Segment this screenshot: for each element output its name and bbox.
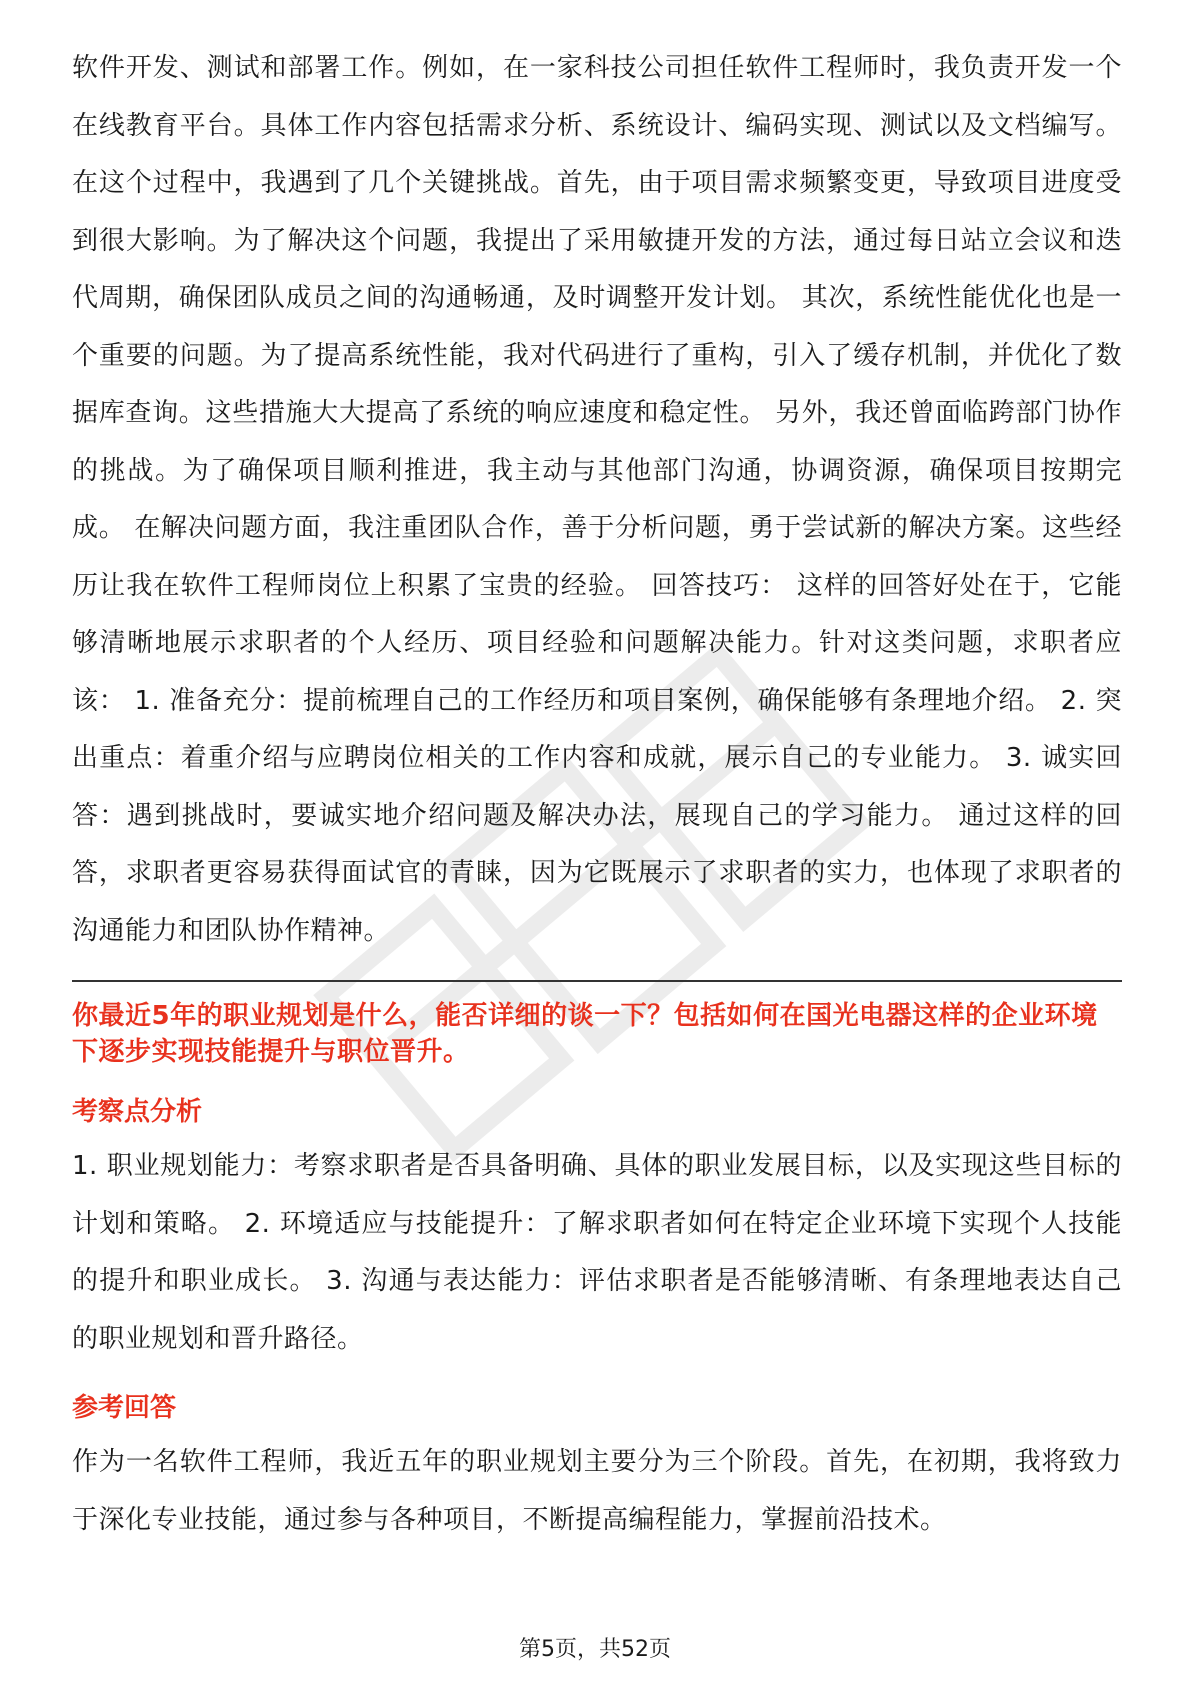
analysis-paragraph: 1. 职业规划能力：考察求职者是否具备明确、具体的职业发展目标，以及实现这些目标的计划和策略。 2. 环境适应与技能提升：了解求职者如何在特定企业环境下实现个人技能的提升和职业成长。 3. 沟通与表达能力：评估求职者是否能够清晰、有条理地表达自己的职业规划和晋升路径。 <box>72 1151 1122 1354</box>
interview-question: 你最近5年的职业规划是什么，能否详细的谈一下？包括如何在国光电器这样的企业环境下逐步实现技能提升与职位晋升。 <box>72 1001 1098 1067</box>
reference-heading: 参考回答 <box>72 1393 177 1423</box>
section-divider <box>72 980 1122 982</box>
analysis-heading: 考察点分析 <box>72 1097 203 1127</box>
document-page <box>72 40 1122 1549</box>
page-number: 第5页，共52页 <box>519 1637 671 1662</box>
reference-paragraph: 作为一名软件工程师，我近五年的职业规划主要分为三个阶段。首先，在初期，我将致力于深化专业技能，通过参与各种项目，不断提高编程能力，掌握前沿技术。 <box>72 1447 1122 1535</box>
continuation-paragraph: 软件开发、测试和部署工作。例如，在一家科技公司担任软件工程师时，我负责开发一个在线教育平台。具体工作内容包括需求分析、系统设计、编码实现、测试以及文档编写。 在这个过程中，我遇到了几个关键挑战。首先，由于项目需求频繁变更，导致项目进度受到很大影响。为了解决这个问题，我提出了采用敏捷开发的方法，通过每日站立会议和迭代周期，确保团队成员之间的沟通畅通，及时调整开发计划。 其次，系统性能优化也是一个重要的问题。为了提高系统性能，我对代码进行了重构，引入了缓存机制，并优化了数据库查询。这些措施大大提高了系统的响应速度和稳定性。 另外，我还曾面临跨部门协作的挑战。为了确保项目顺利推进，我主动与其他部门沟通，协调资源，确保项目按期完成。 在解决问题方面，我注重团队合作，善于分析问题，勇于尝试新的解决方案。这些经历让我在软件工程师岗位上积累了宝贵的经验。 回答技巧： 这样的回答好处在于，它能够清晰地展示求职者的个人经历、项目经验和问题解决能力。针对这类问题，求职者应该： 1. 准备充分：提前梳理自己的工作经历和项目案例，确保能够有条理地介绍。 2. 突出重点：着重介绍与应聘岗位相关的工作内容和成就，展示自己的专业能力。 3. 诚实回答：遇到挑战时，要诚实地介绍问题及解决办法，展现自己的学习能力。 通过这样的回答，求职者更容易获得面试官的青睐，因为它既展示了求职者的实力，也体现了求职者的沟通能力和团队协作精神。 <box>72 53 1122 946</box>
